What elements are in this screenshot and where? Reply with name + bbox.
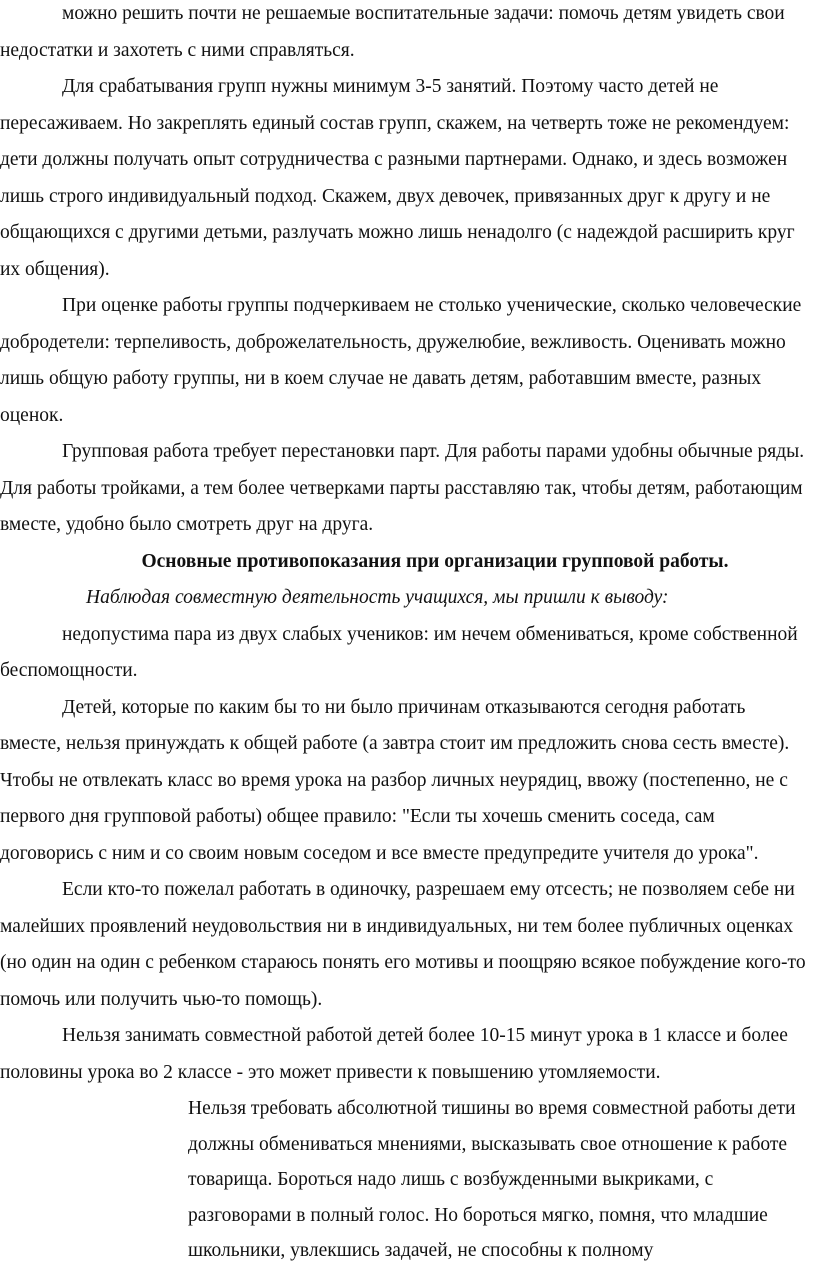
italic-intro: Наблюдая совместную деятельность учащихся, мы пришли к выводу: xyxy=(86,587,669,608)
paragraph-continuation: можно решить почти не решаемые воспитательные задачи: помочь детям увидеть свои недостатки и захотеть с ними справляться. xyxy=(0,3,785,61)
paragraph-group-evaluation: При оценке работы группы подчеркиваем не столько ученические, сколько человеческие добродетели: терпеливость, доброжелательность, дружелюбие, вежливость. Оценивать можно лишь общую работу группы, ни в коем случае не давать детям, работавшим вместе, разных оценок. xyxy=(0,295,802,426)
section-heading: Основные противопоказания при организации групповой работы. xyxy=(141,550,729,572)
paragraph-group-sessions: Для срабатывания групп нужны минимум 3-5 занятий. Поэтому часто детей не пересаживаем. Но закреплять единый состав групп, скажем, на четверть тоже не рекомендуем: дети должны получать опыт сотрудничества с разными партнерами. Однако, и здесь возможен лишь строго индивидуальный подход. Скажем, двух девочек, привязанных друг к другу и не общающихся с другими детьми, разлучать можно лишь ненадолго (с надеждой расширить круг их общения). xyxy=(0,76,795,280)
paragraph-solo-work: Если кто-то пожелал работать в одиночку, разрешаем ему отсесть; не позволяем себе ни малейших проявлений неудовольствия ни в индивидуальных, ни тем более публичных оценках (но один на один с ребенком стараюсь понять его мотивы и поощряю всякое побуждение кого-то помочь или получить чью-то помощь). xyxy=(0,879,806,1010)
paragraph-refusal: Детей, которые по каким бы то ни было причинам отказываются сегодня работать вместе, нельзя принуждать к общей работе (а завтра стоит им предложить снова сесть вместе). Чтобы не отвлекать класс во время урока на разбор личных неурядиц, ввожу (постепенно, не с первого дня групповой работы) общее правило: "Если ты хочешь сменить соседа, сам договорись с ним и со своим новым соседом и все вместе предупредите учителя до урока". xyxy=(0,696,790,864)
paragraph-time-limit: Нельзя занимать совместной работой детей более 10-15 минут урока в 1 классе и более половины урока во 2 классе - это может привести к повышению утомляемости. xyxy=(0,1025,788,1083)
paragraph-desk-arrangement: Групповая работа требует перестановки парт. Для работы парами удобны обычные ряды. Для работы тройками, а тем более четверками парты расставляю так, чтобы детям, работающим вместе, удобно было смотреть друг на друга. xyxy=(0,441,805,535)
paragraph-silence: Нельзя требовать абсолютной тишины во время совместной работы дети должны обмениваться мнениями, высказывать свое отношение к работе товарища. Бороться надо лишь с возбужденными выкриками, с разговорами в полный голос. Но бороться мягко, помня, что младшие школьники, увлекшись задачей, не способны к полному xyxy=(188,1098,796,1261)
paragraph-weak-pair: недопустима пара из двух слабых учеников: им нечем обмениваться, кроме собственной беспомощности. xyxy=(0,623,798,681)
